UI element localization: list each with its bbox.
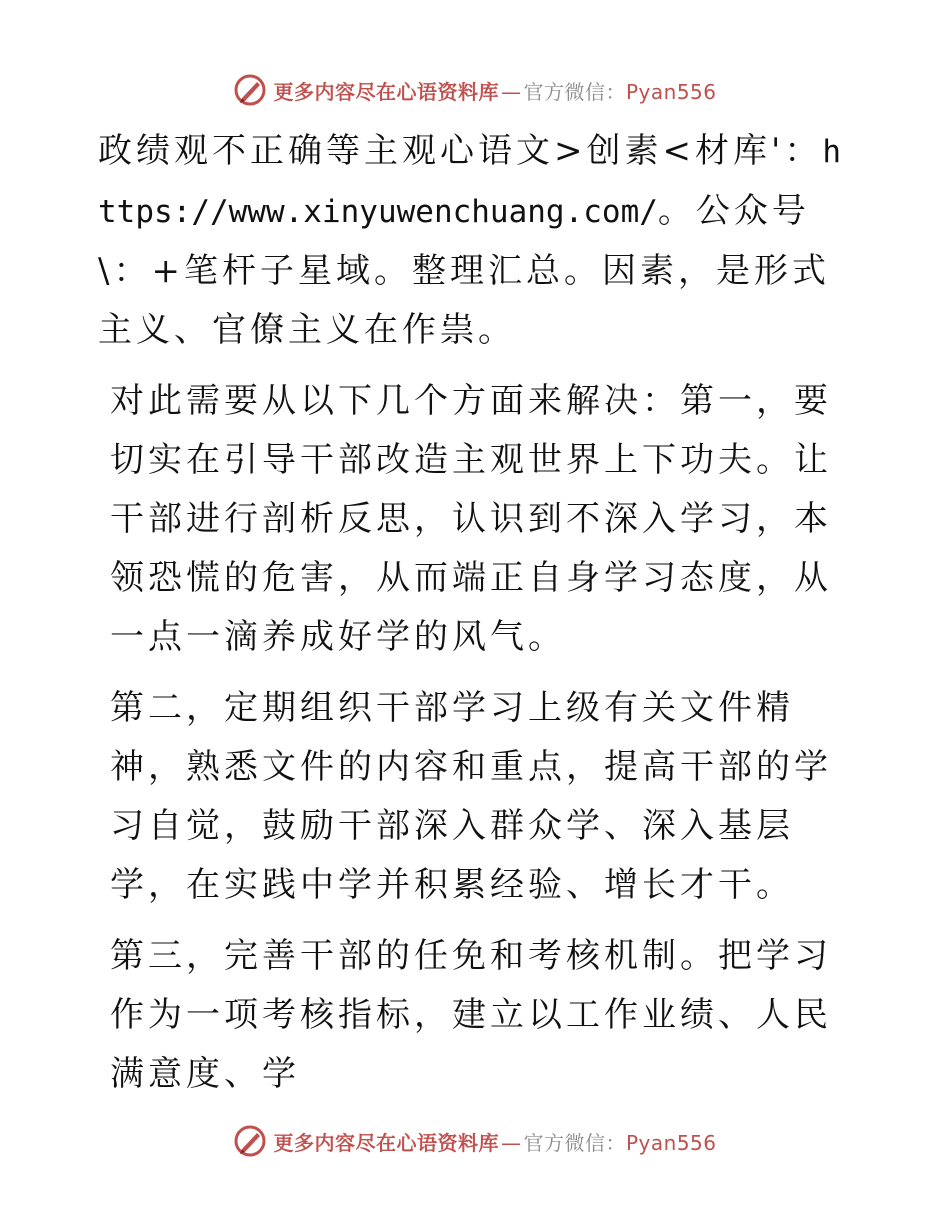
footer-banner-text <box>273 1127 716 1156</box>
footer-banner-content <box>233 1124 716 1158</box>
paragraph-1-suffix: 。公众号\：+笔杆子星域。整理汇总。因素，是形式主义、官僚主义在作祟。 <box>98 191 830 350</box>
wechat-id: Pyan556 <box>625 79 717 104</box>
header-banner-content <box>233 73 716 107</box>
paragraph-1 <box>98 122 858 360</box>
brand-text: 更多内容尽在心语资料库 <box>273 79 499 104</box>
pen-logo-icon <box>233 73 267 107</box>
wechat-label: 官方微信： <box>523 1130 626 1155</box>
wechat-id: Pyan556 <box>625 1130 717 1155</box>
paragraph-2: 对此需要从以下几个方面来解决：第一，要切实在引导干部改造主观世界上下功夫。让干部进行剖析反思，认识到不深入学习，本领恐慌的危害，从而端正自身学习态度，从一点一滴养成好学的风气。 <box>110 381 832 657</box>
source-url-link[interactable]: https://www.xinyuwenchuang.com/ <box>98 134 841 230</box>
header-banner-text <box>273 76 716 105</box>
wechat-label: 官方微信： <box>523 79 626 104</box>
paragraph-4: 第三，完善干部的任免和考核机制。把学习作为一项考核指标，建立以工作业绩、人民满意度、学 <box>110 936 832 1094</box>
header-banner <box>0 70 950 110</box>
document-body <box>98 122 858 1104</box>
paragraph-1-prefix: 政绩观不正确等主观心语文>创素<材库'： <box>98 131 823 171</box>
footer-banner <box>0 1121 950 1161</box>
banner-dash: — <box>500 79 522 104</box>
brand-text: 更多内容尽在心语资料库 <box>273 1130 499 1155</box>
paragraph-3: 第二，定期组织干部学习上级有关文件精神，熟悉文件的内容和重点，提高干部的学习自觉，鼓励干部深入群众学、深入基层学，在实践中学并积累经验、增长才干。 <box>110 688 832 905</box>
pen-logo-icon <box>233 1124 267 1158</box>
banner-dash: — <box>500 1130 522 1155</box>
